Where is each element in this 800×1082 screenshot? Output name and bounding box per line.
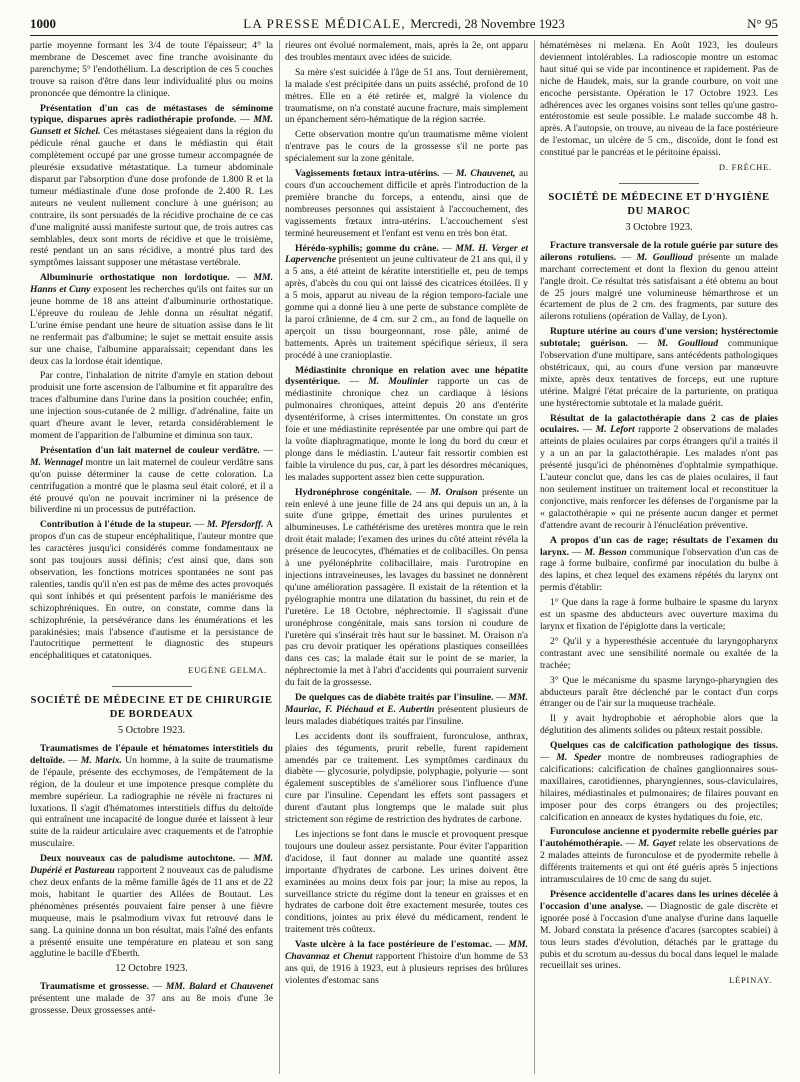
list-item: 2° Qu'il y a hyperesthésie accentuée du laryngopharynx contrastant avec une sensibilité normale ou exaltée de la trachée; [540, 635, 778, 671]
article-body: Diagnostic de gale discrète et ignorée posé à l'occasion d'une analyse d'urine dans laquelle M. Jobard constata la présence d'acares (sarcoptes scabiei) à tous leurs stades d'évolution, détachés par le grattage du pubis et du scrotum au-dessus du bocal dans lequel le malade recueillait ses urines. [540, 900, 778, 972]
article-body: Ces métastases siégeaient dans la région du pédicule rénal gauche et dans le médiastin qui était complètement occupé par une grosse tumeur accompagnée de pleurésie exsudative métastatique. La tumeur abdominale disparut par l'absorption d'une dose profonde de 1.800 R et la tumeur médiastinale d'une dose profonde de 2.400 R. Les auteurs ne veulent nullement conclure à une guérison; au contraire, ils sont persuadés de la récidive prochaine de ce cas d'une malignité aussi manifeste surtout que, de trois autres cas semblables, deux sont morts de récidive et que le troisième, resté pendant un an sans récidive, a montré plus tard des symptômes laissant supposer une métastase vertébrale. [30, 126, 273, 269]
article-rupture-uterine: Rupture utérine au cours d'une version; hystérectomie subtotale; guérison. — M. Goullioud communique l'observation d'une multipare, sans antécédents pathologiques obstétricaux, qui, au cours d'une version par manœuvre mixte, après deux tentatives de forceps, eut une rupture utérine. Malgré l'état précaire de la parturiente, on pratiqua une hystérectomie subtotale et la malade guérit. [540, 326, 778, 409]
article-authors: M. Moulinier [368, 376, 429, 388]
article-paragraph: Il y avait hydrophobie et aérophobie alors que la déglutition des aliments solides ou pâteux restait possible. [540, 713, 778, 737]
article-seminome: Présentation d'un cas de métastases de séminome typique, disparues après radiothérapie profonde. — MM. Gunsett et Sichel. Ces métastases siégeaient dans la région du pédicule rénal gauche et dans le médiastin qui était complètement occupé par une grosse tumeur accompagnée de pleurésie exsudative métastatique. La tumeur abdominale disparut par l'absorption d'une dose profonde de 1.800 R et la tumeur médiastinale d'une dose profonde de 2.400 R. Les auteurs ne veulent nullement conclure à une guérison; au contraire, ils sont persuadés de la récidive prochaine de ce cas d'une malignité aussi manifeste surtout que, de trois autres cas semblables, deux sont morts de récidive et que le troisième, resté pendant un an sans récidive, a montré plus tard des symptômes laissant supposer une métastase vertébrale. [30, 102, 273, 269]
article-rotule: Fracture transversale de la rotule guérie par suture des ailerons rotuliens. — M. Goullioud présente un malade marchant correctement et dont la flexion du genou atteint l'angle droit. Ce résultat très satisfaisant a été obtenu au bout de 25 jours malgré une volumineuse hémarthrose et un écartement de plus de 2 cm. des fragments, par suture des ailerons rotuliens (opération de Vallay, de Lyon). [540, 239, 778, 323]
article-title: Hydronéphrose congénitale. [295, 486, 412, 498]
article-body: au cours d'un accouchement difficile et après l'introduction de la première branche du forceps, a entendu, ainsi que de nombreuses personnes qui assistaient à l'accouchement, des vagissements fœtaux intra-utérins. L'accouchement s'est terminé heureusement et l'enfant est venu en très bon état. [285, 168, 528, 239]
article-authors: MM. Gunsett et Sichel. [30, 114, 273, 138]
continued-paragraph: rieures ont évolué normalement, mais, après la 2e, ont apparu des troubles mentaux avec idées de suicide. [285, 40, 528, 63]
article-title: Fracture transversale de la rotule guérie par suture des ailerons rotuliens. [540, 239, 778, 263]
article-authors: M. Goullioud [636, 251, 693, 263]
article-authors: M. Lefort [595, 424, 635, 436]
journal-name: LA PRESSE MÉDICALE, [243, 16, 406, 31]
article-body: rapporte un cas de médiastinite chronique chez un cardiaque à lésions pulmonaires chroniques, atteint depuis 20 ans d'entérite dysentériforme, à crises intermittentes. On constate un gros foie et une médiastinite représentée par une ombre qui part de la voûte diaphragmatique, monte le long du bord du cœur et plonge dans le médiastin. L'auteur fait ressortir combien est faible la virulence du pus, car, à part les désordres mécaniques, les malades supportent assez bien cette suppuration. [285, 376, 528, 483]
article-acares: Présence accidentelle d'acares dans les urines décelée à l'occasion d'une analyse. — Diagnostic de gale discrète et ignorée posé à l'occasion d'une analyse d'urine dans laquelle M. Jobard constata la présence d'acares (sarcoptes scabiei) à tous leurs stades d'évolution, détachés par le grattage du pubis et du scrotum au-dessus du bocal dans lequel le malade recueillait ses urines. [540, 889, 778, 972]
column-middle [285, 40, 528, 1074]
list-item: 1° Que dans la rage à forme bulbaire le spasme du larynx est un spasme des abducteurs avec ouverture maxima du larynx et fixation de l'épiglotte dans la verticale; [540, 597, 778, 632]
article-rage: A propos d'un cas de rage; résultats de l'examen du larynx. — M. Besson communique l'observation d'un cas de rage à forme bulbaire, confirmé par inoculation du bulbe à des lapins, et chez lequel des examens répétés du larynx ont permis d'établir: [540, 534, 778, 594]
issue-number: N° 95 [747, 16, 778, 31]
article-body: présentent plusieurs de leurs malades diabétiques traités par l'insuline. [285, 703, 528, 727]
article-traumatisme: Traumatisme et grossesse. — MM. Balard et Chauvenet présentent une malade de 37 ans au 8e mois d'une 3e grossesse. Deux grossesses anté- [30, 981, 273, 1017]
article-title: Présentation d'un lait maternel de couleur verdâtre. [40, 444, 260, 456]
article-paragraph: Les injections se font dans le muscle et provoquent presque toujours une douleur assez persistante. Pour éviter l'apparition d'acidose, il faut donner au malade une quantité assez importante d'hydrates de carbone. Les urines doivent être examinées au moins deux fois par jour; la mise au repos, la surveillance stricte du régime dont la teneur en graisses et en hydrates de carbone doit être exactement mesurée, toutes ces conditions, jointes au prix élevé du médicament, rendent le traitement très coûteux. [285, 829, 528, 936]
article-authors: M. Chauvenet, [455, 168, 516, 180]
article-albuminurie: Albuminurie orthostatique non lordotique. — MM. Hanns et Cuny exposent les recherches qu'ils ont faites sur un jeune homme de 18 ans atteint d'albuminurie orthostatique. L'épreuve du rouleau de Jehle donna un résultat négatif. L'urine émise pendant une heure de situation assise dans le lit ne renfermait pas d'albumine; le sujet se mettait ensuite assis sur une chaise, l'albumine apparaissait; cependant dans les deux cas la lordose était identique. [30, 272, 273, 367]
article-body: rapportent l'histoire d'un homme de 53 ans qui, de 1916 à 1923, eut à plusieurs reprises des brûlures violentes d'estomac sans [285, 951, 528, 986]
author-signature: EUGÈNE GELMA. [188, 665, 267, 676]
article-title: A propos d'un cas de rage; résultats de l'examen du larynx. [540, 534, 778, 558]
article-authors: MM. Balard et Chauvenet [165, 981, 273, 993]
article-heredo-syphilis: Hérédo-syphilis; gomme du crâne. — MM. H. Verger et Lapervenche présentent un jeune cultivateur de 21 ans qui, il y a 5 ans, a été atteint de kératite interstitielle et, peu de temps après, d'abcès du cou qui ont laissé des cicatrices étoilées. Il y a 5 mois, apparut au niveau de la région temporo-faciale une gomme qui a donné lieu à une perte de substance complète de la paroi crânienne, de 4 cm. sur 2 cm., au fond de laquelle on aperçoit un tissu bourgeonnant, rose pâle, animé de battements. Après un traitement spécifique sérieux, il sera procédé à une cranioplastie. [285, 242, 528, 361]
article-authors: MM. Dupérié et Pastureau [30, 853, 273, 877]
article-title: Traumatisme et grossesse. [40, 981, 149, 993]
article-paludisme: Deux nouveaux cas de paludisme autochtone. — MM. Dupérié et Pastureau rapportent 2 nouveaux cas de paludisme chez deux enfants de la même famille âgés de 11 ans et de 22 mois, habitant le quartier des Allées de Boutaut. Les phénomènes présentés pouvaient faire penser à une fièvre muqueuse, mais le psalmodium vivax fut retrouvé dans le sang. La quinine donna un bon résultat, mais l'aîné des enfants a présenté ensuite une température en plateau et son sang agglutine le bacille d'Eberth. [30, 853, 273, 960]
session-date: 12 Octobre 1923. [115, 963, 188, 975]
article-title: Quelques cas de calcification pathologique des tissus. [550, 740, 778, 752]
article-epaule: Traumatismes de l'épaule et hématomes interstitiels du deltoïde. — M. Marix. Un homme, à la suite de traumatisme de l'épaule, présente des ecchymoses, de l'empâtement de la région, de la douleur et une impotence presque complète du membre supérieur. La radiographie ne révèle ni fractures ni luxations. Il s'agit d'hématomes interstitiels diffus du deltoïde qui entraînent une incapacité de longue durée et laissent à leur suite de la raideur articulaire avec craquements et de l'atrophie musculaire. [30, 743, 273, 850]
article-body: communique l'observation d'une multipare, sans antécédents pathologiques obstétricaux, qui, au cours d'une version par manœuvre mixte, après deux tentatives de forceps, eut une rupture utérine. Malgré l'état précaire de la parturiente, on pratiqua une hystérectomie subtotale et la malade guérit. [540, 338, 778, 409]
article-body: montre un lait maternel de couleur verdâtre sans qu'on puisse déterminer la cause de cette coloration. La centrifugation a montré que le plasma seul était coloré, et il a été prouvé qu'on ne pouvait incriminer ni la présence de biliverdine ni un processus de putréfaction. [30, 456, 273, 516]
article-body: A propos d'un cas de stupeur encéphalitique, l'auteur montre que les caractères jusqu'ici considérés comme fondamentaux ne sont pas toujours aussi définis; c'est ainsi que, dans son observation, les fonctions motrices spontanées ne sont pas ralenties, tandis qu'il n'en est pas de même des actes provoqués qui sont inhibés et qui présentent parfois le maniérisme des schizophréniques. En outre, on constate, comme dans la schizophrénie, la persévérance dans les énumérations et les parakinésies; mais l'absence d'autisme et la persistance de l'autocritique permettent le diagnostic des stupeurs encéphalitiques et catatoniques. [30, 519, 273, 662]
article-authors: MM. Hanns et Cuny [30, 272, 273, 296]
article-authors: MM. Mauriac, F. Piéchaud et E. Aubertin [285, 692, 528, 715]
article-title: Traumatismes de l'épaule et hématomes interstitiels du deltoïde. [30, 743, 273, 766]
page-number: 1000 [30, 16, 56, 31]
article-body: communique l'observation d'un cas de rage à forme bulbaire, confirmé par inoculation du bulbe à des lapins, et chez lequel des examens répétés du larynx ont permis d'établir: [540, 546, 778, 594]
article-authors: M. Oraison [430, 486, 478, 498]
article-mediastinite: Médiastinite chronique en relation avec une hépatite dysentérique. — M. Moulinier rapporte un cas de médiastinite chronique chez un cardiaque à lésions pulmonaires chroniques, atteint depuis 20 ans d'entérite dysentériforme, à crises intermittentes. On constate un gros foie et une médiastinite représentée par une ombre qui part de la voûte diaphragmatique, monte le long du bord du cœur et plonge dans le médiastin. L'auteur fait ressortir combien est faible la virulence du pus, car, à part les désordres mécaniques, les malades supportent assez bien cette suppuration. [285, 364, 528, 483]
article-vagissements: Vagissements fœtaux intra-utérins. — M. Chauvenet, au cours d'un accouchement difficile et après l'introduction de la première branche du forceps, a entendu, ainsi que de nombreuses personnes qui assistaient à l'accouchement, des vagissements fœtaux intra-utérins. L'accouchement s'est terminé heureusement et l'enfant est venu en très bon état. [285, 168, 528, 239]
article-authors: M. Pfersdorff. [206, 519, 264, 531]
section-rule [619, 183, 699, 184]
article-authors: M. Marix. [80, 754, 122, 766]
article-lait-maternel: Présentation d'un lait maternel de couleur verdâtre. — M. Wennagel montre un lait maternel de couleur verdâtre sans qu'on puisse déterminer la cause de cette coloration. La centrifugation a montré que le plasma seul était coloré, et il a été prouvé qu'on ne pouvait incriminer ni la présence de biliverdine ni un processus de putréfaction. [30, 444, 273, 516]
article-title: Furonculose ancienne et pyodermite rebelle guéries par l'autohémothérapie. [540, 826, 778, 850]
article-body: Un homme, à la suite de traumatisme de l'épaule, présente des ecchymoses, de l'empâtement de la région, de la douleur et une impotence presque complète du membre supérieur. La radiographie ne révèle ni fractures ni luxations. Il s'agit d'hématomes interstitiels diffus du deltoïde qui entraînent une incapacité de longue durée et laissent à leur suite de la raideur articulaire avec craquements et de l'atrophie musculaire. [30, 754, 273, 850]
article-body: rapporte 2 observations de malades atteints de plaies oculaires par corps étrangers qu'il a traités il y a un an par la galactothérapie. Les malades n'ont pas présenté jusqu'ici de phénomènes d'ophtalmie sympathique. L'auteur conclut que, dans les cas de plaies oculaires, il faut non seulement instituer un traitement local et reconstituer la conjonctive, mais renforcer les défenses de l'organisme par la « galactothérapie » qui ne présente aucun danger et permet d'attendre avant de recourir à l'énucléation préventive. [540, 424, 778, 531]
continued-paragraph: hématémèses ni melæna. En Août 1923, les douleurs deviennent intolérables. La radioscopie montre un estomac haut situé qui se vide par incontinence et rapidement. Pas de niche de Haudek, mais, sur la grande courbure, on voit une encoche persistante. Opération le 17 Octobre 1923. Les adhérences avec les organes voisins sont telles qu'une gastro-entérostomie est seule possible. Le malade succombe 48 h. après. A l'autopsie, on trouve, au niveau de la face postérieure de l'estomac, un ulcère de 5 cm., discoïde, dont le fond est constitué par le pancréas et le péritoine épaissi. [540, 40, 778, 159]
session-date: 3 Octobre 1923. [625, 221, 693, 233]
article-paragraph: Les accidents dont ils souffraient, furonculose, anthrax, plaies des téguments, prurit rebelle, furent rapidement amendés par ce traitement. Les symptômes cardinaux du diabète — glycosurie, polydipsie, polyphagie, polyurie — sont également susceptibles de s'améliorer sous l'influence d'une cure par l'insuline. Cependant les effets sont passagers et durent d'autant plus longtemps que le malade suit plus strictement son régime de restriction des hydrates de carbone. [285, 730, 528, 826]
article-stupeur: Contribution à l'étude de la stupeur. — M. Pfersdorff. A propos d'un cas de stupeur encéphalitique, l'auteur montre que les caractères jusqu'ici considérés comme fondamentaux ne sont pas toujours aussi définis; c'est ainsi que, dans son observation, les fonctions motrices spontanées ne sont pas ralenties, tandis qu'il n'en est pas de même des actes provoqués qui sont inhibés et qui présentent parfois le maniérisme des schizophréniques. En outre, on constate, comme dans la schizophrénie, la persévérance dans les énumérations et les parakinésies; mais l'absence d'autisme et la persistance de l'autocritique permettent le diagnostic des stupeurs encéphalitiques et catatoniques. [30, 519, 273, 662]
column-divider [534, 40, 535, 1074]
society-heading: SOCIÉTÉ DE MÉDECINE ET DE CHIRURGIE DE BORDEAUX [30, 695, 273, 721]
session-date: 5 Octobre 1923. [117, 725, 186, 737]
issue-date: Mercredi, 28 Novembre 1923 [410, 16, 565, 31]
author-signature: LÉPINAY. [728, 975, 772, 986]
list-item: 3° Que le mécanisme du spasme laryngo-pharyngien des abducteurs paraît être déclenché par le contact d'un corps étranger ou de l'air sur la muqueuse trachéale. [540, 674, 778, 710]
page-header [30, 14, 778, 36]
article-authors: MM. H. Verger et Lapervenche [285, 242, 528, 266]
section-rule [112, 686, 192, 687]
article-body: présente un malade marchant correctement et dont la flexion du genou atteint l'angle droit. Ce résultat très satisfaisant a été obtenu au bout de 25 jours malgré une volumineuse hémarthrose et un écartement de plus de 2 cm. des fragments, par suture des ailerons rotuliens (opération de Vallay, de Lyon). [540, 251, 778, 323]
article-title: Médiastinite chronique en relation avec une hépatite dysentérique. [285, 364, 528, 388]
article-body: exposent les recherches qu'ils ont faites sur un jeune homme de 18 ans atteint d'albuminurie orthostatique. L'épreuve du rouleau de Jehle donna un résultat négatif. L'urine émise pendant une heure de situation assise dans le lit ne renfermait pas d'albumine; le sujet se mettait ensuite assis sur une chaise, l'albumine apparaissait; cependant dans les deux cas la lordose était identique. [30, 284, 273, 367]
article-paragraph: Sa mère s'est suicidée à l'âge de 51 ans. Tout dernièrement, la malade s'est précipitée dans un puits asséché, profond de 10 mètres. Elle en a été retirée et, malgré la violence du traumatisme, on n'a constaté aucune fracture, mais simplement un épanchement séro-hématique de la région sacrée. [285, 66, 528, 126]
article-paragraph: Cette observation montre qu'un traumatisme même violent n'entrave pas le cours de la grossesse s'il ne porte pas spécialement sur la zone génitale. [285, 129, 528, 165]
article-calcification: Quelques cas de calcification pathologique des tissus. — M. Speder montre de nombreuses radiographies de calcifications: calcification de chaînes ganglionnaires sous-maxillaires, carotidiennes, pharyngiennes, sous-claviculaires, hilaires, médiastinales et pulmonaires; de filaires pouvant en imposer pour des corps étrangers ou des projectiles; calcification en anneaux de kystes hydatiques du foie, etc. [540, 740, 778, 823]
article-title: Deux nouveaux cas de paludisme autochtone. [40, 853, 236, 865]
article-diabete: De quelques cas de diabète traités par l'insuline. — MM. Mauriac, F. Piéchaud et E. Aubertin présentent plusieurs de leurs malades diabétiques traités par l'insuline. [285, 692, 528, 727]
article-authors: M. Goullioud [657, 338, 719, 350]
article-body: montre de nombreuses radiographies de calcifications: calcification de chaînes ganglionnaires sous-maxillaires, carotidiennes, pharyngiennes, sous-claviculaires, hilaires, médiastinales et pulmonaires; de filaires pouvant en imposer pour des corps étrangers ou des projectiles; calcification en anneaux de kystes hydatiques du foie, etc. [540, 752, 778, 823]
continued-paragraph: partie moyenne formant les 3/4 de toute l'épaisseur; 4° la membrane de Descemet avec fine tranche avoisinante du parenchyme; 5° l'endothélium. La description de ces 5 couches trouve sa raison d'être dans leur individualité plus ou moins prononcée que démontre la clinique. [30, 40, 273, 99]
article-title: Vagissements fœtaux intra-utérins. [295, 168, 440, 180]
column-left [30, 40, 273, 1074]
running-title [30, 16, 778, 32]
article-ulcere: Vaste ulcère à la face postérieure de l'estomac. — MM. Chavannaz et Chenut rapportent l'histoire d'un homme de 53 ans qui, de 1916 à 1923, eut à plusieurs reprises des brûlures violentes d'estomac sans [285, 939, 528, 986]
article-body: présentent une malade de 37 ans au 8e mois d'une 3e grossesse. Deux grossesses anté- [30, 993, 273, 1017]
article-body: rapportent 2 nouveaux cas de paludisme chez deux enfants de la même famille âgés de 11 ans et de 22 mois, habitant le quartier des Allées de Boutaut. Les phénomènes présentés pouvaient faire penser à une fièvre muqueuse, mais le psalmodium vivax fut retrouvé dans le sang. La quinine donna un bon résultat, mais l'aîné des enfants a présenté ensuite une température en plateau et son sang agglutine le bacille d'Eberth. [30, 865, 273, 960]
column-divider [279, 40, 280, 1074]
article-body: présente un rein enlevé à une jeune fille de 24 ans qui depuis un an, à la suite d'une grippe, émettait des urines purulentes et albumineuses. Le cathétérisme des uretères montra que le rein droit était malade; l'examen des urines du côté atteint révéla la présence de leucocytes, d'hématies et de colibacilles. On pensa à une pyélonéphrite colibacillaire, mais l'urotropine en injections intraveineuses, les lavages du bassinet ne donnèrent qu'une amélioration passagère. Il existait de la rétention et la pyélographie montra une dilatation du bassinet, du rein et de l'uretère. Le 18 Octobre, néphrectomie. Il s'agissait d'une uronéphrose congénitale, mais sans torsion ni coudure de l'uretère qui s'insérait très haut sur le bassinet. M. Oraison n'a pas cru devoir pratiquer les opérations plastiques conseillées dans ces cas; la malade était sur le point de se marier, la néphrectomie la met à l'abri d'accidents qui pourraient survenir du fait de la grossesse. [285, 486, 528, 689]
article-body: présentent un jeune cultivateur de 21 ans qui, il y a 5 ans, a été atteint de kératite interstitielle et, peu de temps après, d'abcès du cou qui ont laissé des cicatrices étoilées. Il y a 5 mois, apparut au niveau de la région temporo-faciale une gomme qui a donné lieu à une perte de substance complète de la paroi crânienne, de 4 cm. sur 2 cm., au fond de laquelle on aperçoit un tissu bourgeonnant, rose pâle, animé de battements. Après un traitement spécifique sérieux, il sera procédé à une cranioplastie. [285, 254, 528, 361]
article-furonculose: Furonculose ancienne et pyodermite rebelle guéries par l'autohémothérapie. — M. Gayet relate les observations de 2 malades atteints de furonculose et de pyodermite rebelle à différents traitements et qui ont été guéris après 5 injections intramusculaires de 10 cmc de sang du sujet. [540, 826, 778, 886]
article-authors: M. Gayet [638, 838, 676, 850]
article-title: Hérédo-syphilis; gomme du crâne. [295, 242, 439, 254]
article-paragraph: Par contre, l'inhalation de nitrite d'amyle en station debout produisit une forte ascension de l'albumine et fit apparaître des traces d'albumine dans l'urine dans la position couchée; enfin, une injection sous-cutanée de 2 milligr. d'adrénaline, faite un quart d'heure avant le lever, retarda considérablement le moment de l'apparition de l'albumine et diminua son taux. [30, 370, 273, 441]
article-authors: M. Wennagel [30, 456, 83, 468]
article-title: Résultat de la galactothérapie dans 2 cas de plaies oculaires. [540, 412, 778, 436]
article-title: Contribution à l'étude de la stupeur. [40, 519, 192, 531]
column-right [540, 40, 778, 1074]
article-title: Rupture utérine au cours d'une version; hystérectomie subtotale; guérison. [540, 326, 778, 350]
article-title: Vaste ulcère à la face postérieure de l'estomac. [295, 939, 492, 951]
article-hydronephrose: Hydronéphrose congénitale. — M. Oraison présente un rein enlevé à une jeune fille de 24 ans qui depuis un an, à la suite d'une grippe, émettait des urines purulentes et albumineuses. Le cathétérisme des uretères montra que le rein droit était malade; l'examen des urines du côté atteint révéla la présence de leucocytes, d'hématies et de colibacilles. On pensa à une pyélonéphrite colibacillaire, mais l'urotropine en injections intraveineuses, les lavages du bassinet ne donnèrent qu'une amélioration passagère. Il existait de la rétention et la pyélographie montra une dilatation du bassinet, du rein et de l'uretère. Le 18 Octobre, néphrectomie. Il s'agissait d'une uronéphrose congénitale, mais sans torsion ni coudure de l'uretère qui s'insérait très haut sur le bassinet. M. Oraison n'a pas cru devoir pratiquer les opérations plastiques conseillées dans ces cas; la malade était sur le point de se marier, la néphrectomie la met à l'abri d'accidents qui pourraient survenir du fait de la grossesse. [285, 486, 528, 689]
article-title: Présentation d'un cas de métastases de séminome typique, disparues après radiothérapie profonde. [30, 102, 273, 126]
article-title: Albuminurie orthostatique non lordotique. [40, 272, 230, 284]
article-authors: M. Speder [556, 752, 602, 764]
article-authors: MM. Chavannaz et Chenut [285, 939, 528, 963]
article-title: De quelques cas de diabète traités par l'insuline. [295, 692, 494, 704]
article-galactotherapie: Résultat de la galactothérapie dans 2 cas de plaies oculaires. — M. Lefort rapporte 2 observations de malades atteints de plaies oculaires par corps étrangers qu'il a traités il y a un an par la galactothérapie. Les malades n'ont pas présenté jusqu'ici de phénomènes d'ophtalmie sympathique. L'auteur conclut que, dans les cas de plaies oculaires, il faut non seulement instituer un traitement local et reconstituer la conjonctive, mais renforcer les défenses de l'organisme par la « galactothérapie » qui ne présente aucun danger et permet d'attendre avant de recourir à l'énucléation préventive. [540, 412, 778, 531]
society-heading: SOCIÉTÉ DE MÉDECINE ET D'HYGIÈNE DU MAROC [548, 191, 770, 217]
article-title: Présence accidentelle d'acares dans les urines décelée à l'occasion d'une analyse. [540, 889, 778, 912]
article-authors: M. Besson [584, 546, 627, 558]
article-body: relate les observations de 2 malades atteints de furonculose et de pyodermite rebelle à différents traitements et qui ont été guéris après 5 injections intramusculaires de 10 cmc de sang du sujet. [540, 838, 778, 886]
author-signature: D. FRÈCHE. [718, 162, 772, 173]
